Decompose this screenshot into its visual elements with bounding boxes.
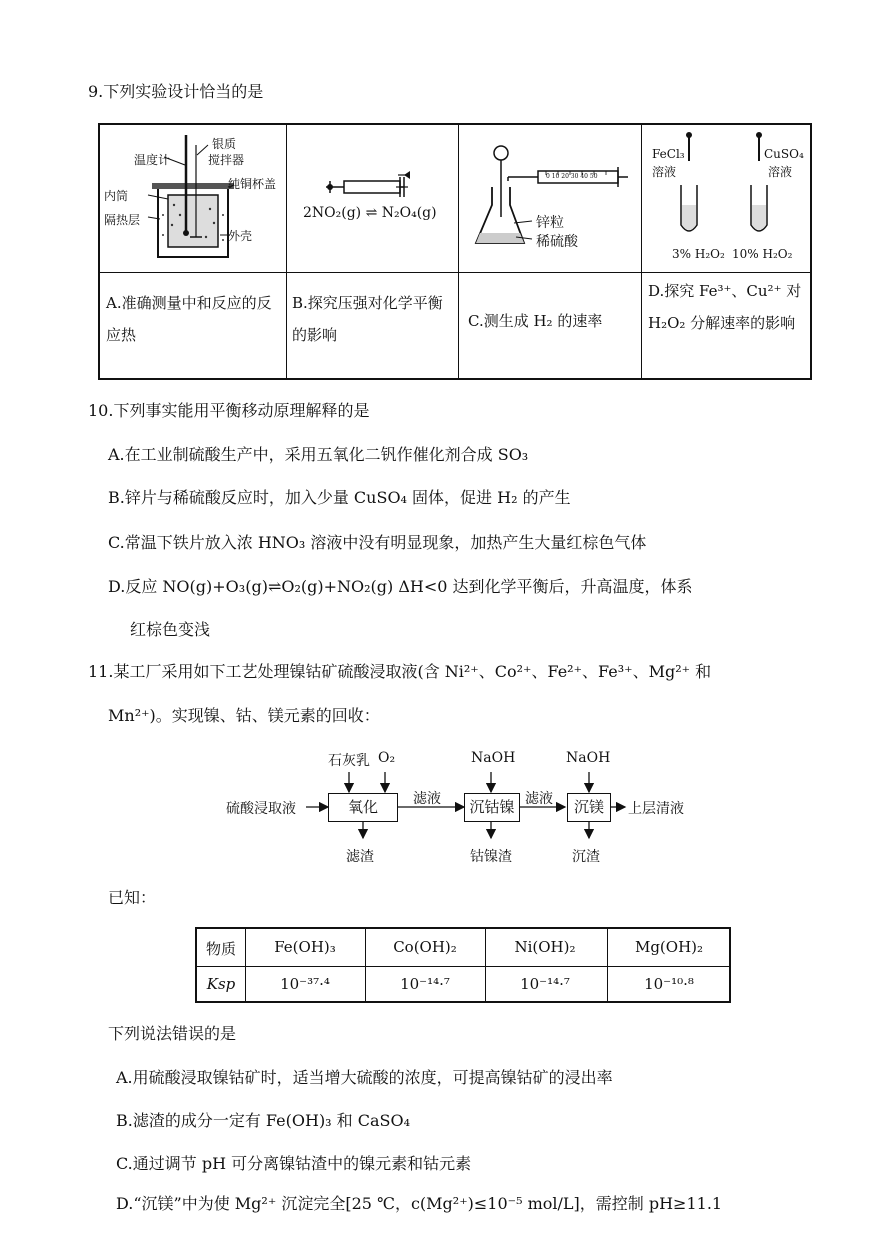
q10-option-d-line2: 红棕色变浅	[130, 620, 211, 639]
ksp-header-nioh2: Ni(OH)₂	[514, 938, 576, 956]
q9-stem: 9.下列实验设计恰当的是	[88, 82, 264, 101]
label-fecl3: FeCl₃	[652, 147, 685, 161]
syringe-figure	[286, 125, 458, 271]
q10-option-c: C.常温下铁片放入浓 HNO₃ 溶液中没有明显现象，加热产生大量红棕色气体	[108, 533, 647, 552]
label-10pct: 10% H₂O₂	[732, 247, 793, 261]
q10-option-a: A.在工业制硫酸生产中，采用五氧化二钒作催化剂合成 SO₃	[108, 445, 529, 464]
ksp-header-substance: 物质	[205, 940, 236, 958]
ksp-table	[195, 927, 731, 1003]
flow-step-oxidation: 氧化	[328, 793, 398, 822]
flow-reagent-naoh-1: NaOH	[471, 750, 516, 766]
q11-option-b: B.滤渣的成分一定有 Fe(OH)₃ 和 CaSO₄	[116, 1111, 411, 1130]
q11-option-c: C.通过调节 pH 可分离镍钴渣中的镍元素和钴元素	[116, 1154, 472, 1173]
flow-link-filtrate-2: 滤液	[525, 791, 553, 807]
label-fecl3-sol: 溶液	[652, 165, 677, 179]
label-inner: 内筒	[104, 189, 129, 203]
flow-link-filtrate-1: 滤液	[413, 791, 441, 807]
q11-question: 下列说法错误的是	[108, 1024, 237, 1043]
label-thermometer: 温度计	[134, 153, 171, 167]
label-3pct: 3% H₂O₂	[672, 247, 725, 261]
ksp-header-mgoh2: Mg(OH)₂	[634, 938, 704, 956]
flow-reagent-naoh-2: NaOH	[566, 750, 611, 766]
q9-option-b: B.探究压强对化学平衡的影响	[292, 294, 443, 344]
q11-stem-line1: 11.某工厂采用如下工艺处理镍钴矿硫酸浸取液(含 Ni²⁺、Co²⁺、Fe²⁺、Fe³⁺、Mg²⁺ 和	[88, 662, 712, 681]
label-lid: 纯铜杯盖	[228, 177, 277, 191]
q10-stem: 10.下列事实能用平衡移动原理解释的是	[88, 401, 370, 420]
label-stirrer: 搅拌器	[208, 153, 245, 167]
q9-option-a: A.准确测量中和反应的反应热	[106, 294, 272, 344]
label-acid: 稀硫酸	[536, 234, 578, 250]
flow-output-co-ni-residue: 钴镍渣	[470, 849, 512, 865]
flow-step-mg: 沉镁	[567, 793, 611, 822]
q11-known: 已知：	[108, 888, 157, 907]
flow-reagent-lime: 石灰乳	[328, 753, 370, 769]
q11-option-d: D.“沉镁”中为使 Mg²⁺ 沉淀完全[25 ℃，c(Mg²⁺)≤10⁻⁵ mol/L]，需控制 pH≥11.1	[116, 1194, 723, 1213]
q9-table	[98, 123, 812, 380]
ksp-header-feoh3: Fe(OH)₃	[274, 938, 336, 956]
flow-output-residue: 滤渣	[346, 849, 374, 865]
label-insulation: 隔热层	[104, 213, 141, 227]
q10-option-d-line1: D.反应 NO(g)+O₃(g)⇌O₂(g)+NO₂(g) ΔH<0 达到化学平衡后，升高温度，体系	[108, 577, 693, 596]
syringe-scale: 0 10 20 30 40 50	[546, 173, 598, 180]
label-zinc: 锌粒	[536, 215, 564, 231]
q9-option-d: D.探究 Fe³⁺、Cu²⁺ 对 H₂O₂ 分解速率的影响	[648, 282, 802, 332]
ksp-header-cooh2: Co(OH)₂	[393, 938, 457, 956]
equilibrium-equation: 2NO₂(g) ⇌ N₂O₄(g)	[303, 205, 437, 221]
q11-option-a: A.用硫酸浸取镍钴矿时，适当增大硫酸的浓度，可提高镍钴矿的浸出率	[116, 1068, 613, 1087]
flow-output-precipitate: 沉渣	[572, 849, 600, 865]
ksp-value-mgoh2: 10⁻¹⁰·⁸	[644, 975, 694, 993]
flow-step-co-ni: 沉钴镍	[464, 793, 520, 822]
label-cuso4: CuSO₄	[764, 147, 804, 161]
label-silver: 银质	[212, 137, 237, 151]
ksp-row-label: Ksp	[206, 975, 236, 993]
ksp-value-cooh2: 10⁻¹⁴·⁷	[400, 975, 450, 993]
ksp-value-nioh2: 10⁻¹⁴·⁷	[520, 975, 570, 993]
label-cuso4-sol: 溶液	[768, 165, 793, 179]
flow-input: 硫酸浸取液	[226, 801, 296, 817]
q9-option-c: C.测生成 H₂ 的速率	[468, 312, 603, 330]
ksp-value-feoh3: 10⁻³⁷·⁴	[280, 975, 330, 993]
q11-stem-line2: Mn²⁺)。实现镍、钴、镁元素的回收：	[108, 706, 380, 725]
q10-option-b: B.锌片与稀硫酸反应时，加入少量 CuSO₄ 固体，促进 H₂ 的产生	[108, 488, 571, 507]
flow-reagent-o2: O₂	[378, 750, 396, 766]
label-shell: 外壳	[228, 229, 253, 243]
flow-final: 上层清液	[628, 801, 684, 817]
